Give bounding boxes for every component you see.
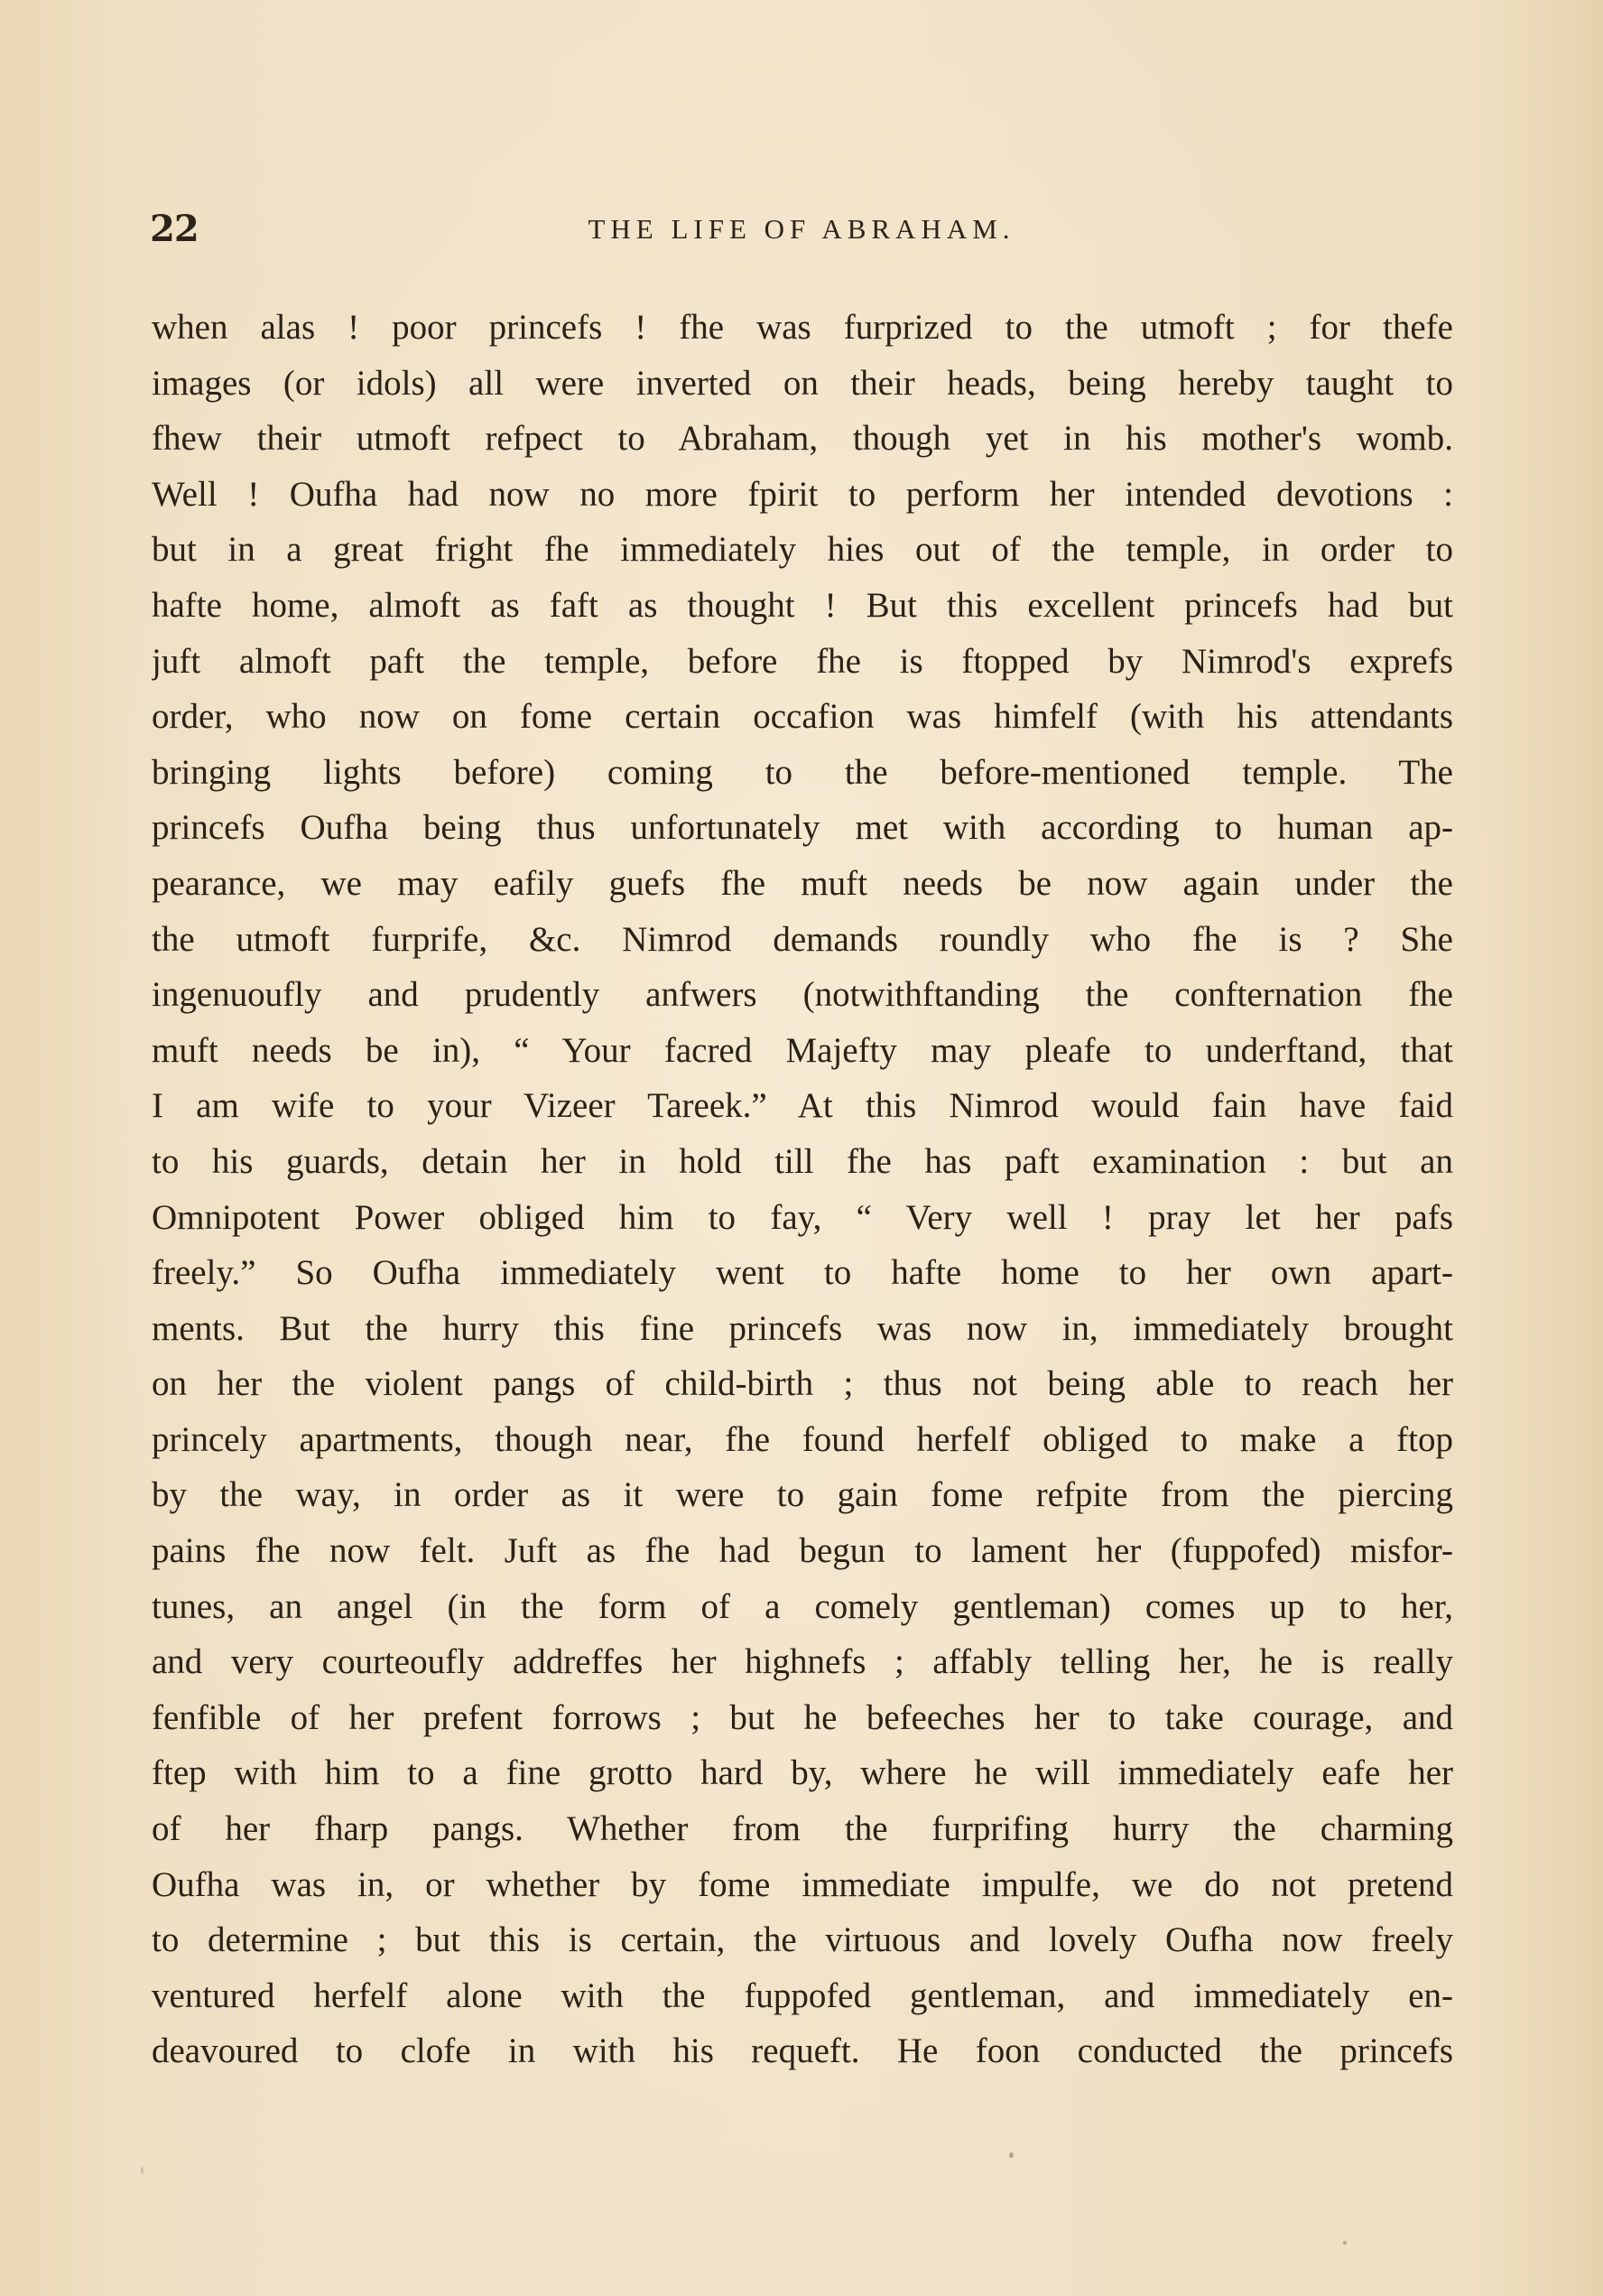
- text-line: tunes, an angel (in the form of a comely gentleman) comes up to her,: [152, 1586, 1453, 1626]
- running-head: [0, 208, 1603, 255]
- text-line: princefs Oufha being thus unfortunately met with according to human ap-: [152, 808, 1453, 848]
- text-line: Well ! Oufha had now no more fpirit to perform her intended devotions :: [152, 474, 1453, 514]
- text-line: on her the violent pangs of child-birth ; thus not being able to reach her: [152, 1364, 1453, 1404]
- paper-speck: [1009, 2152, 1014, 2158]
- text-line: pearance, we may eafily guefs fhe muft needs be now again under the: [152, 863, 1453, 903]
- text-line: to determine ; but this is certain, the virtuous and lovely Oufha now freely: [152, 1920, 1453, 1960]
- text-line: but in a great fright fhe immediately hies out of the temple, in order to: [152, 530, 1453, 570]
- paper-speck: [1343, 2241, 1347, 2245]
- text-line: the utmoft furprife, &c. Nimrod demands roundly who fhe is ? She: [152, 919, 1453, 959]
- text-line: ventured herfelf alone with the fuppofed gentleman, and immediately en-: [152, 1975, 1453, 2015]
- text-line: hafte home, almoft as faft as thought ! But this excellent princefs had but: [152, 585, 1453, 625]
- page-number: 22: [150, 208, 199, 250]
- text-line: I am wife to your Vizeer Tareek.” At this Nimrod would fain have faid: [152, 1086, 1453, 1126]
- text-line: Omnipotent Power obliged him to fay, “ Very well ! pray let her pafs: [152, 1197, 1453, 1237]
- text-line: freely.” So Oufha immediately went to hafte home to her own apart-: [152, 1253, 1453, 1293]
- text-line: images (or idols) all were inverted on their heads, being hereby taught to: [152, 363, 1453, 403]
- text-line: bringing lights before) coming to the before-mentioned temple. The: [152, 752, 1453, 792]
- text-line: deavoured to clofe in with his requeft. He foon conducted the princefs: [152, 2031, 1453, 2071]
- text-line: ftep with him to a fine grotto hard by, where he will immediately eafe her: [152, 1753, 1453, 1793]
- text-line: and very courteoufly addreffes her highnefs ; affably telling her, he is really: [152, 1642, 1453, 1682]
- text-line: princely apartments, though near, fhe found herfelf obliged to make a ftop: [152, 1419, 1453, 1459]
- text-line: when alas ! poor princefs ! fhe was furprized to the utmoft ; for thefe: [152, 308, 1453, 347]
- text-line: ingenuoufly and prudently anfwers (notwithftanding the confternation fhe: [152, 975, 1453, 1015]
- text-line: of her fharp pangs. Whether from the furprifing hurry the charming: [152, 1809, 1453, 1849]
- text-line: ments. But the hurry this fine princefs was now in, immediately brought: [152, 1308, 1453, 1348]
- body-text: [152, 300, 1453, 2079]
- paper-speck: [141, 2167, 144, 2174]
- running-title: THE LIFE OF ABRAHAM.: [588, 213, 1015, 245]
- text-line: by the way, in order as it were to gain fome refpite from the piercing: [152, 1475, 1453, 1515]
- text-line: muft needs be in), “ Your facred Majefty may pleafe to underftand, that: [152, 1030, 1453, 1070]
- text-line: pains fhe now felt. Juft as fhe had begun to lament her (fuppofed) misfor-: [152, 1531, 1453, 1571]
- text-line: order, who now on fome certain occafion was himfelf (with his attendants: [152, 697, 1453, 737]
- text-line: fhew their utmoft refpect to Abraham, though yet in his mother's womb.: [152, 419, 1453, 459]
- text-line: juft almoft paft the temple, before fhe is ftopped by Nimrod's exprefs: [152, 641, 1453, 681]
- text-line: to his guards, detain her in hold till fhe has paft examination : but an: [152, 1141, 1453, 1181]
- text-line: fenfible of her prefent forrows ; but he befeeches her to take courage, and: [152, 1697, 1453, 1737]
- text-line: Oufha was in, or whether by fome immediate impulfe, we do not pretend: [152, 1864, 1453, 1904]
